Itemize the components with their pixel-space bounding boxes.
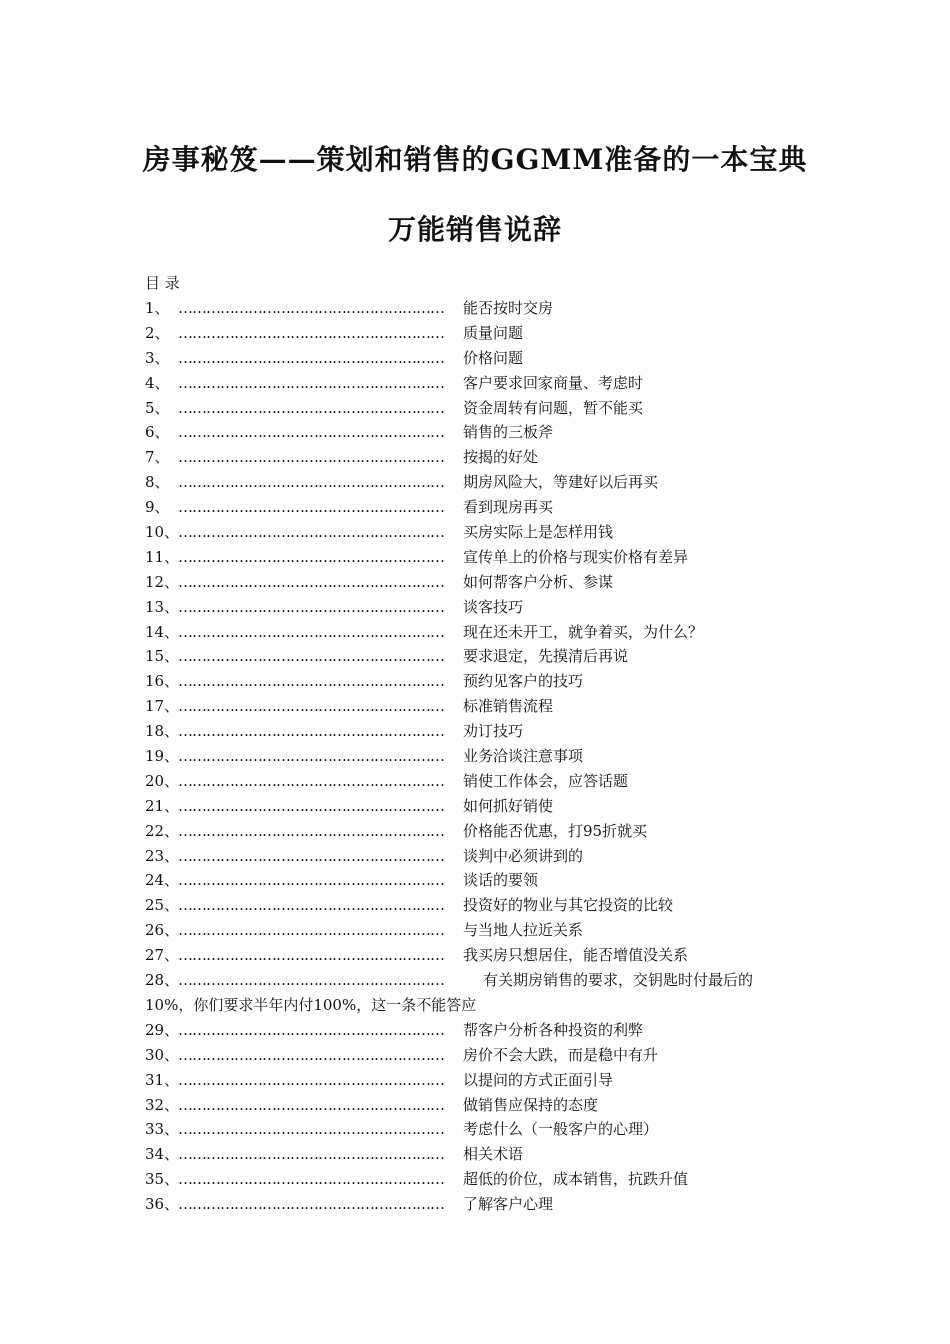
toc-item-number: 21、 [145,796,180,815]
toc-item-label: 资金周转有问题，暂不能买 [463,398,644,417]
toc-item-number: 16、 [145,672,180,691]
toc-leader-dots: ………………………………………………… [178,771,444,790]
toc-item-number: 9、 [145,498,170,517]
toc-leader-dots: ………………………………………………… [178,971,444,990]
toc-leader-dots: ………………………………………………… [178,946,444,965]
table-of-contents [145,296,810,1217]
toc-item [145,893,810,918]
toc-item-number: 24、 [145,871,180,890]
toc-leader-dots: ………………………………………………… [178,1095,444,1114]
toc-item-number: 13、 [145,597,180,616]
toc-item-label: 价格问题 [463,348,524,367]
toc-leader-dots: ………………………………………………… [178,871,444,890]
toc-leader-dots: ………………………………………………… [178,622,444,641]
toc-item-number: 22、 [145,821,180,840]
toc-item-label: 相关术语 [463,1145,524,1164]
toc-item [145,819,810,844]
toc-item-number: 14、 [145,622,180,641]
toc-item-number: 15、 [145,647,180,666]
toc-leader-dots: ………………………………………………… [178,821,444,840]
toc-leader-dots: ………………………………………………… [178,373,444,392]
toc-item [145,669,810,694]
toc-item [145,1192,810,1217]
toc-item [145,1142,810,1167]
toc-item-label: 帮客户分析各种投资的利弊 [463,1020,644,1039]
toc-item [145,420,810,445]
toc-item-number: 29、 [145,1020,180,1039]
toc-item [145,595,810,620]
toc-item-number: 25、 [145,896,180,915]
toc-item-label: 客户要求回家商量、考虑时 [463,373,644,392]
toc-item-number: 34、 [145,1145,180,1164]
toc-item [145,868,810,893]
toc-item [145,495,810,520]
toc-item-label: 销使工作体会，应答话题 [463,771,629,790]
toc-item-number: 11、 [145,547,180,566]
toc-leader-dots: ………………………………………………… [178,1045,444,1064]
toc-leader-dots: ………………………………………………… [178,398,444,417]
toc-item-label: 超低的价位，成本销售，抗跌升值 [463,1170,689,1189]
toc-item-label: 有关期房销售的要求，交钥匙时付最后的 [483,971,754,990]
toc-item [145,470,810,495]
toc-item-number: 19、 [145,747,180,766]
toc-leader-dots: ………………………………………………… [178,323,444,342]
toc-item-number: 10、 [145,523,180,542]
toc-item-number: 20、 [145,771,180,790]
toc-item [145,1167,810,1192]
toc-item [145,620,810,645]
toc-leader-dots: ………………………………………………… [178,1020,444,1039]
toc-item-label: 劝订技巧 [463,722,524,741]
toc-leader-dots: ………………………………………………… [178,498,444,517]
toc-item-label: 买房实际上是怎样用钱 [463,523,614,542]
toc-item-label: 价格能否优惠，打95折就买 [463,821,648,840]
toc-leader-dots: ………………………………………………… [178,597,444,616]
toc-item-label: 业务洽谈注意事项 [463,747,584,766]
toc-item [145,644,810,669]
toc-item-label: 标准销售流程 [463,697,554,716]
toc-item-number: 32、 [145,1095,180,1114]
toc-item-label: 能否按时交房 [463,299,554,317]
toc-item [145,769,810,794]
document-subtitle: 万能销售说辞 [387,213,562,246]
toc-item [145,918,810,943]
toc-item-number: 28、 [145,971,180,990]
toc-item-label: 销售的三板斧 [463,423,554,442]
toc-item-number: 2、 [145,323,170,342]
toc-item-label: 要求退定，先摸清后再说 [463,647,629,666]
toc-leader-dots: ………………………………………………… [178,1070,444,1089]
toc-leader-dots: ………………………………………………… [178,697,444,716]
toc-item-number: 12、 [145,572,180,591]
toc-item-number: 26、 [145,921,180,940]
toc-leader-dots: ………………………………………………… [178,348,444,367]
toc-item [145,445,810,470]
toc-item [145,744,810,769]
toc-item-label: 宣传单上的价格与现实价格有差异 [463,547,689,566]
toc-item-number: 5、 [145,398,170,417]
toc-item-number: 36、 [145,1195,180,1214]
toc-item-label: 房价不会大跌，而是稳中有升 [463,1045,659,1064]
toc-leader-dots: ………………………………………………… [178,473,444,492]
toc-item [145,1117,810,1142]
toc-item-label: 看到现房再买 [463,498,554,517]
toc-item [145,844,810,869]
toc-item-label: 谈判中必须讲到的 [463,846,584,865]
toc-item [145,520,810,545]
toc-leader-dots: ………………………………………………… [178,299,444,317]
toc-item-number: 33、 [145,1120,180,1139]
toc-item-label: 以提问的方式正面引导 [463,1070,614,1089]
toc-leader-dots: ………………………………………………… [178,896,444,915]
toc-item-number: 30、 [145,1045,180,1064]
toc-item-label: 现在还未开工，就争着买，为什么？ [463,622,704,641]
toc-item [145,396,810,421]
toc-leader-dots: ………………………………………………… [178,846,444,865]
toc-item-label: 谈话的要领 [463,871,539,890]
toc-item [145,943,810,968]
toc-item-number: 6、 [145,423,170,442]
toc-item [145,719,810,744]
toc-item [145,1043,810,1068]
toc-leader-dots: ………………………………………………… [178,1195,444,1214]
toc-item [145,570,810,595]
toc-item-number: 3、 [145,348,170,367]
toc-item-number: 27、 [145,946,180,965]
toc-item [145,296,810,321]
toc-item-number: 7、 [145,448,170,467]
document-title: 房事秘笈——策划和销售的GGMM准备的一本宝典 [142,143,808,176]
toc-leader-dots: ………………………………………………… [178,747,444,766]
toc-item-label: 如何帮客户分析、参谋 [463,572,614,591]
toc-item-number: 35、 [145,1170,180,1189]
toc-item-label: 预约见客户的技巧 [463,672,584,691]
toc-item-label: 期房风险大，等建好以后再买 [463,473,659,492]
toc-item-label: 质量问题 [463,323,524,342]
toc-item-number: 8、 [145,473,170,492]
toc-item [145,1068,810,1093]
toc-item-label: 考虑什么（一般客户的心理） [463,1120,659,1139]
toc-leader-dots: ………………………………………………… [178,722,444,741]
toc-item-number: 31、 [145,1070,180,1089]
toc-item-number: 18、 [145,722,180,741]
toc-item-number: 23、 [145,846,180,865]
toc-leader-dots: ………………………………………………… [178,523,444,542]
toc-item-label: 谈客技巧 [463,597,524,616]
toc-item-number: 1、 [145,299,170,317]
toc-leader-dots: ………………………………………………… [178,647,444,666]
toc-leader-dots: ………………………………………………… [178,672,444,691]
toc-leader-dots: ………………………………………………… [178,921,444,940]
toc-leader-dots: ………………………………………………… [178,1145,444,1164]
toc-item-label: 做销售应保持的态度 [463,1095,599,1114]
toc-leader-dots: ………………………………………………… [178,423,444,442]
toc-item [145,794,810,819]
toc-heading: 目 录 [145,274,180,292]
toc-item [145,968,810,1018]
toc-item-label: 如何抓好销使 [463,796,554,815]
toc-leader-dots: ………………………………………………… [178,448,444,467]
toc-item [145,545,810,570]
toc-item-label: 了解客户心理 [463,1195,554,1214]
toc-leader-dots: ………………………………………………… [178,572,444,591]
toc-item-label: 按揭的好处 [463,448,539,467]
toc-item-number: 17、 [145,697,180,716]
toc-leader-dots: ………………………………………………… [178,1170,444,1189]
toc-item [145,346,810,371]
toc-leader-dots: ………………………………………………… [178,1120,444,1139]
toc-item [145,371,810,396]
toc-item [145,1093,810,1118]
toc-item-label: 投资好的物业与其它投资的比较 [463,896,674,915]
toc-item-label: 与当地人拉近关系 [463,921,584,940]
toc-leader-dots: ………………………………………………… [178,547,444,566]
toc-item [145,694,810,719]
toc-item-label-continuation: 10%，你们要求半年内付100%，这一条不能答应 [145,995,477,1014]
toc-leader-dots: ………………………………………………… [178,796,444,815]
toc-item-label: 我买房只想居住，能否增值没关系 [463,946,689,965]
toc-item [145,1018,810,1043]
toc-item [145,321,810,346]
toc-item-number: 4、 [145,373,170,392]
